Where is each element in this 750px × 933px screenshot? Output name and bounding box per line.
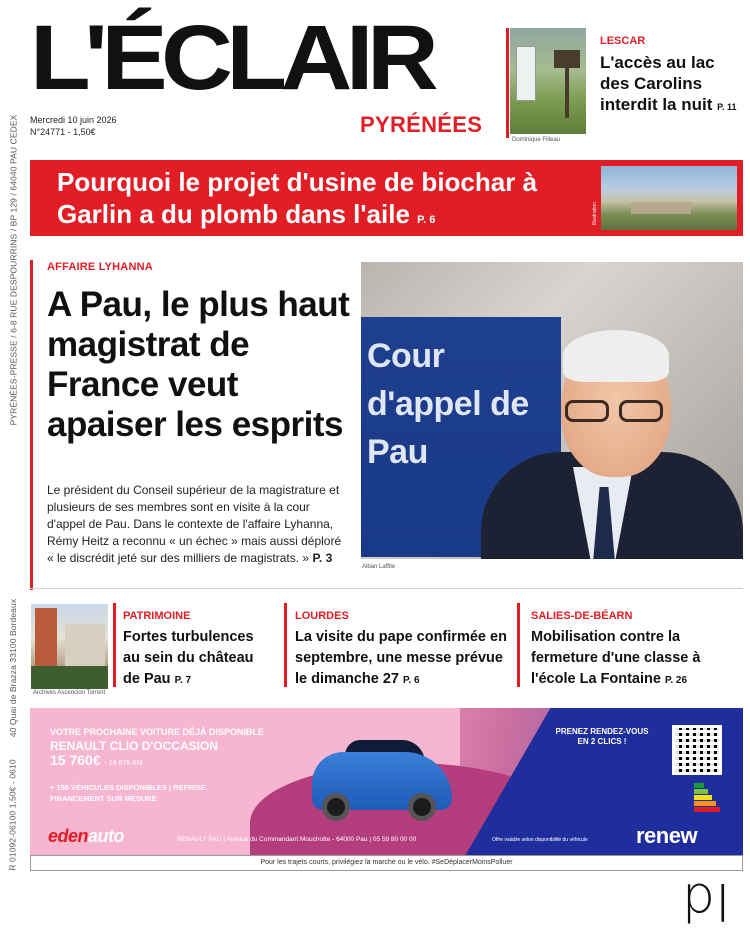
ad-kicker: VOTRE PROCHAINE VOITURE DÉJÀ DISPONIBLE	[50, 727, 265, 737]
ad-dealer-logo-suffix: auto	[88, 826, 125, 846]
teaser-patrimoine-kicker: PATRIMOINE	[123, 610, 191, 622]
side-imprint-mid-text: 40 Quai de Brazza 33100 Bordeaux	[8, 598, 19, 737]
main-story-kicker: AFFAIRE LYHANNA	[47, 261, 153, 273]
ad-cta-line-1: PRENEZ RENDEZ-VOUS	[555, 727, 649, 736]
ad-dealer-address: RENAULT PAU | Avenue du Commandant Mouchotte - 64000 Pau | 05 59 80 00 00	[177, 836, 417, 843]
ad-dealer-logo-prefix: eden	[48, 826, 89, 846]
top-teaser-kicker: LESCAR	[600, 35, 646, 47]
qr-code-icon[interactable]	[672, 725, 722, 775]
teaser-patrimoine-headline[interactable]	[123, 627, 273, 691]
side-imprint-bottom	[5, 760, 21, 870]
top-teaser-page: P. 11	[717, 102, 737, 112]
main-story-lead-text: Le président du Conseil supérieur de la magistrature et plusieurs de ses membres sont en visite à la cour d'appel de Pau. Dans le contexte de l'affaire Lyhanna, Rémy Heitz a reconnu « un échec » mais aussi déploré « le discrédit jeté sur des milliers de magistrats. »	[47, 483, 342, 565]
banner-photo-credit: Illustration	[592, 202, 598, 225]
top-teaser-photo[interactable]	[510, 28, 586, 134]
main-story-rule	[30, 260, 33, 590]
ad-bullet-vehicles: + 150 VÉHICULES DISPONIBLES | REPRISE	[50, 783, 207, 792]
section-divider	[30, 588, 743, 589]
bottom-logo: Id	[682, 871, 731, 931]
ad-dealer-logo	[48, 826, 124, 847]
teaser-lourdes-headline[interactable]	[295, 627, 510, 691]
top-teaser-headline[interactable]	[600, 52, 740, 118]
main-story-photo[interactable]	[361, 262, 743, 559]
teaser-salies-rule	[517, 603, 520, 687]
ad-mileage: - 14 676 KM	[104, 760, 143, 767]
teaser-salies-title: Mobilisation contre la fermeture d'une classe à l'école La Fontaine	[531, 629, 701, 687]
issue-date: Mercredi 10 juin 2026	[30, 115, 117, 125]
ad-footer-notice: Pour les trajets courts, privilégiez la marche ou le vélo. #SeDéplacerMoinsPolluer	[30, 855, 743, 871]
photo-backdrop-text: Cour d'appel de Pau	[367, 337, 529, 471]
side-imprint-top-text: PYRÉNÉES-PRESSE / 6-8 RUE DESPOURRINS / BP 129 / 64040 PAU CEDEX	[8, 114, 18, 426]
top-teaser-title: L'accès au lac des Carolins interdit la nuit	[600, 53, 715, 114]
ad-price-value: 15 760€	[50, 752, 101, 768]
teaser-lourdes-title: La visite du pape confirmée en septembre, une messe prévue le dimanche 27	[295, 629, 507, 687]
banner-title: Pourquoi le projet d'usine de biochar à Garlin a du plomb dans l'aile	[57, 167, 538, 229]
side-imprint-top	[5, 114, 21, 426]
teaser-salies-kicker: SALIES-DE-BÉARN	[531, 610, 633, 622]
ad-bullet-financing: FINANCEMENT SUR MESURE	[50, 794, 157, 803]
teaser-patrimoine-photo[interactable]	[31, 604, 108, 689]
ad-fine-print: Offre valable selon disponibilité du véhicule	[492, 837, 588, 843]
teaser-lourdes-rule	[284, 603, 287, 687]
top-teaser-photo-credit: Dominique Filleau	[512, 137, 561, 143]
side-imprint-bottom-text: R 01092-06100 1,50€ - 0610	[8, 759, 18, 871]
ad-title: RENAULT CLIO D'OCCASION	[50, 739, 218, 753]
main-story-lead	[47, 482, 347, 567]
top-teaser-rule	[506, 28, 509, 138]
banner-page: P. 6	[417, 214, 436, 226]
ad-renew-logo: renew	[636, 823, 698, 848]
ad-car-wheel-rear	[408, 793, 436, 821]
ad-cta-line-2: EN 2 CLICS !	[577, 737, 627, 746]
edition-name: PYRÉNÉES	[360, 112, 483, 137]
teaser-lourdes-kicker: LOURDES	[295, 610, 349, 622]
teaser-patrimoine-rule	[113, 603, 116, 687]
ad-price	[50, 752, 143, 768]
ad-car-wheel-front	[322, 793, 350, 821]
main-photo-credit: Alban Laffite	[362, 564, 396, 570]
energy-label-icon	[694, 783, 724, 813]
teaser-patrimoine-photo-credit: Archives Ascencion Torrent	[33, 690, 106, 696]
teaser-salies-page: P. 26	[664, 675, 688, 686]
banner-headline[interactable]	[57, 166, 592, 236]
teaser-lourdes-page: P. 6	[403, 675, 420, 686]
teaser-salies-headline[interactable]	[531, 627, 736, 691]
issue-number-price: N°24771 - 1,50€	[30, 127, 96, 137]
banner-photo[interactable]	[601, 166, 737, 230]
newspaper-logo: L'ÉCLAIR	[30, 7, 433, 109]
main-story-page: P. 3	[312, 551, 333, 565]
teaser-patrimoine-page: P. 7	[174, 675, 192, 686]
teaser-patrimoine-title: Fortes turbulences au sein du château de Pau	[123, 629, 254, 687]
side-imprint-mid	[5, 595, 21, 740]
main-story-headline[interactable]: A Pau, le plus haut magistrat de France veut apaiser les esprits	[47, 285, 350, 444]
